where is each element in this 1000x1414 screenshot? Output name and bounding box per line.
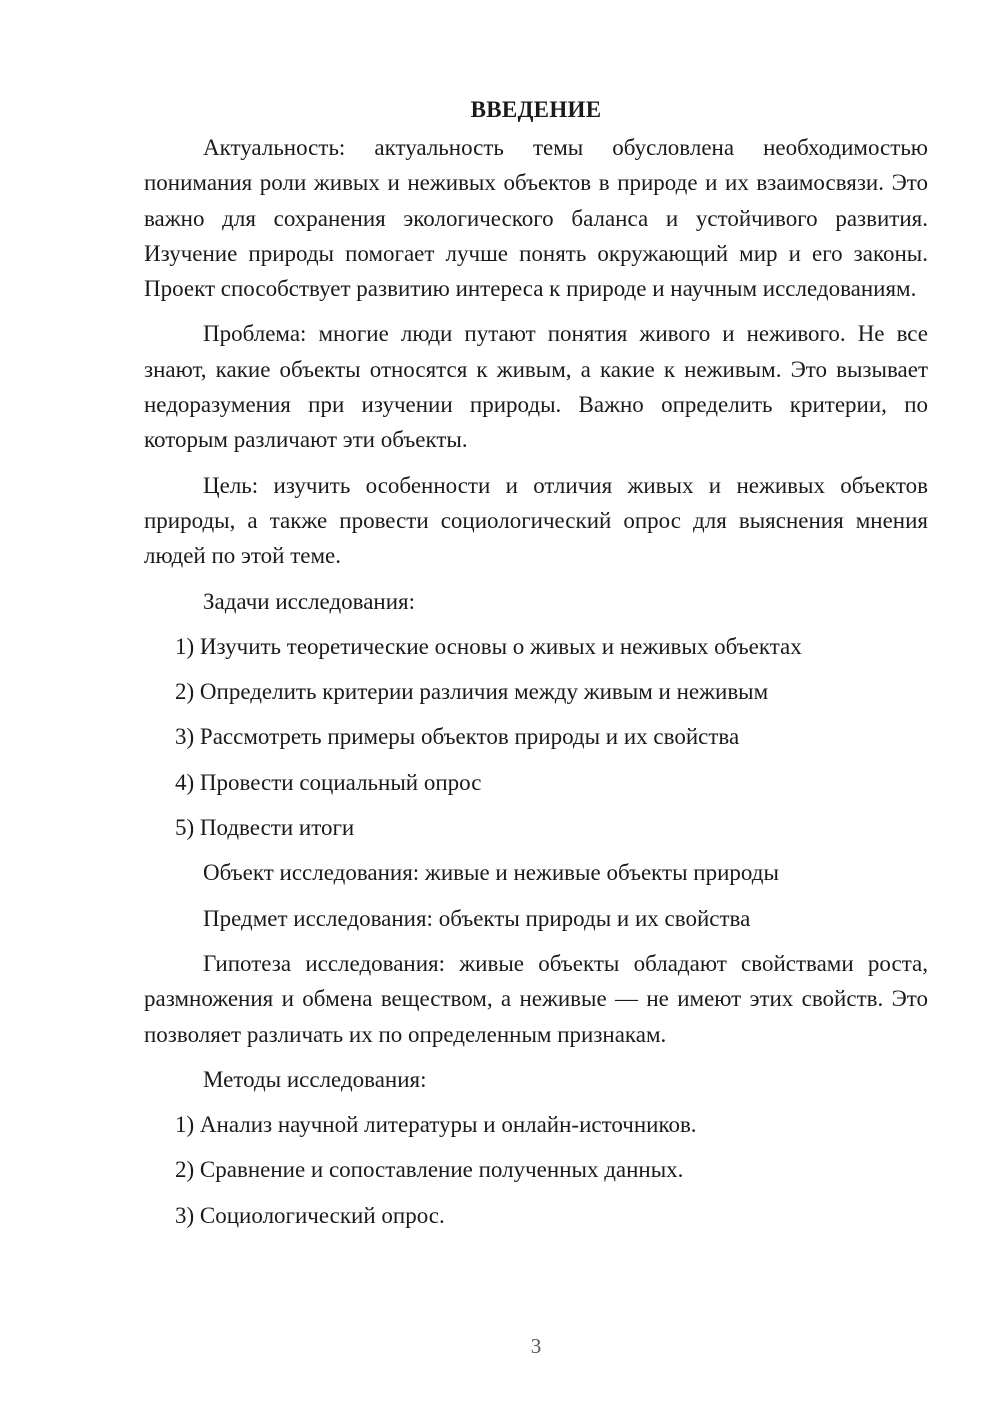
- method-item: 3) Социологический опрос.: [175, 1202, 445, 1228]
- task-item: 4) Провести социальный опрос: [175, 769, 482, 795]
- research-subject: Предмет исследования: объекты природы и их свойства: [203, 905, 751, 931]
- task-item: 5) Подвести итоги: [175, 815, 355, 841]
- page-number: 3: [530, 1334, 542, 1358]
- task-item: 2) Определить критерии различия между живым и неживым: [175, 679, 769, 705]
- task-item: 1) Изучить теоретические основы о живых и неживых объектах: [175, 633, 802, 659]
- tasks-heading: Задачи исследования:: [203, 588, 416, 614]
- method-item: 1) Анализ научной литературы и онлайн-источников.: [175, 1112, 697, 1138]
- document-page: [144, 92, 928, 1243]
- task-item: 3) Рассмотреть примеры объектов природы и их свойства: [175, 724, 740, 750]
- methods-heading: Методы исследования:: [203, 1066, 427, 1092]
- method-item: 2) Сравнение и сопоставление полученных данных.: [175, 1157, 684, 1183]
- goal-paragraph: Цель: изучить особенности и отличия живых и неживых объектов природы, а также провести социологический опрос для выяснения мнения людей по этой теме.: [144, 472, 928, 569]
- page-title: ВВЕДЕНИЕ: [470, 97, 602, 122]
- relevance-paragraph: Актуальность: актуальность темы обусловлена необходимостью понимания роли живых и неживых объектов в природе и их взаимосвязи. Это важно для сохранения экологического баланса и устойчивого развития. Изучение природы помогает лучше понять окружающий мир и его законы. Проект способствует развитию интереса к природе и научным исследованиям.: [144, 135, 928, 302]
- problem-paragraph: Проблема: многие люди путают понятия живого и неживого. Не все знают, какие объекты относятся к живым, а какие к неживым. Это вызывает недоразумения при изучении природы. Важно определить критерии, по которым различают эти объекты.: [144, 321, 928, 453]
- research-object: Объект исследования: живые и неживые объекты природы: [203, 860, 779, 886]
- hypothesis-paragraph: Гипотеза исследования: живые объекты обладают свойствами роста, размножения и обмена веществом, а неживые — не имеют этих свойств. Это позволяет различать их по определенным признакам.: [144, 950, 928, 1047]
